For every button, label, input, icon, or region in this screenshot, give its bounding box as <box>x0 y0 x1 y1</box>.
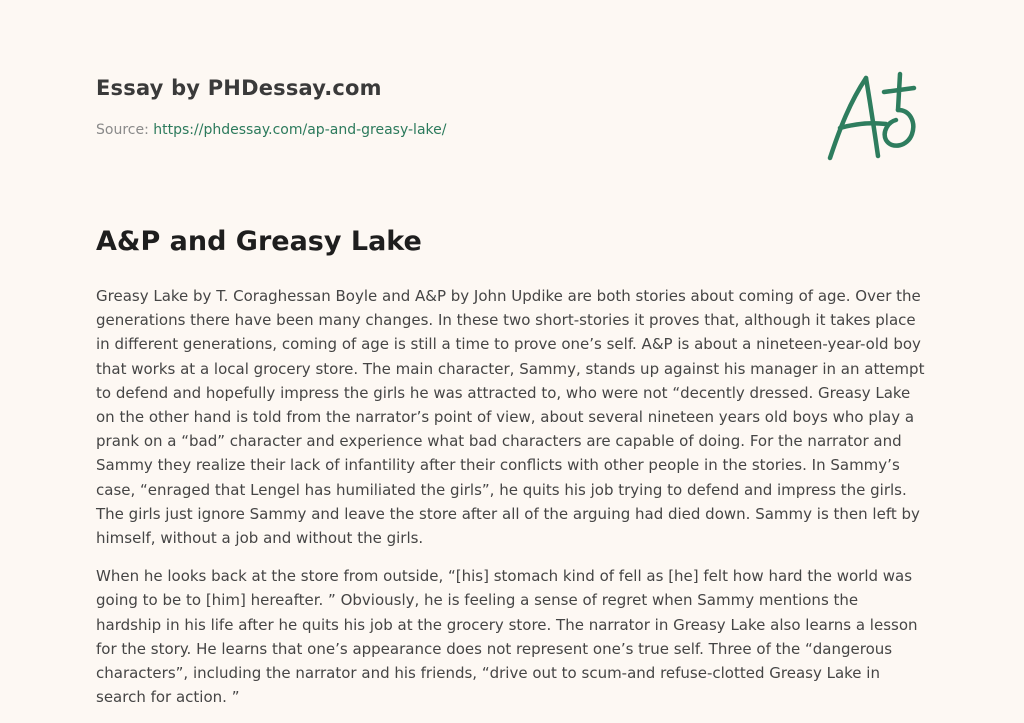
source-line <box>96 122 916 138</box>
article-body <box>96 284 928 723</box>
a-plus-icon <box>820 66 930 166</box>
article-paragraph-1: Greasy Lake by T. Coraghessan Boyle and A&P by John Updike are both stories about coming of age. Over the generations there have been many changes. In these two short-stories it proves that, although it takes place in different generations, coming of age is still a time to prove one’s self. A&P is about a nineteen-year-old boy that works at a local grocery store. The main character, Sammy, stands up against his manager in an attempt to defend and hopefully impress the girls he was attracted to, who were not “decently dressed. Greasy Lake on the other hand is told from the narrator’s point of view, about several nineteen years old boys who play a prank on a “bad” character and experience what bad characters are capable of doing. For the narrator and Sammy they realize their lack of infantility after their conflicts with other people in the stories. In Sammy’s case, “enraged that Lengel has humiliated the girls”, he quits his job trying to defend and impress the girls. The girls just ignore Sammy and leave the store after all of the arguing had died down. Sammy is then left by himself, without a job and without the girls. <box>96 287 925 548</box>
source-link[interactable]: https://phdessay.com/ap-and-greasy-lake/ <box>153 122 447 138</box>
page-header <box>96 76 916 138</box>
source-label: Source: <box>96 122 154 138</box>
a-plus-logo-graphic <box>820 66 930 166</box>
article-title: A&P and Greasy Lake <box>96 226 422 257</box>
article-paragraph-2: When he looks back at the store from outside, “[his] stomach kind of fell as [he] felt how hard the world was going to be to [him] hereafter. ” Obviously, he is feeling a sense of regret when Sammy mentions the hardship in his life after he quits his job at the grocery store. The narrator in Greasy Lake also learns a lesson for the story. He learns that one’s appearance does not represent one’s true self. Three of the “dangerous characters”, including the narrator and his friends, “drive out to scum-and refuse-clotted Greasy Lake in search for action. ” <box>96 567 918 707</box>
site-title: Essay by PHDessay.com <box>96 76 382 100</box>
